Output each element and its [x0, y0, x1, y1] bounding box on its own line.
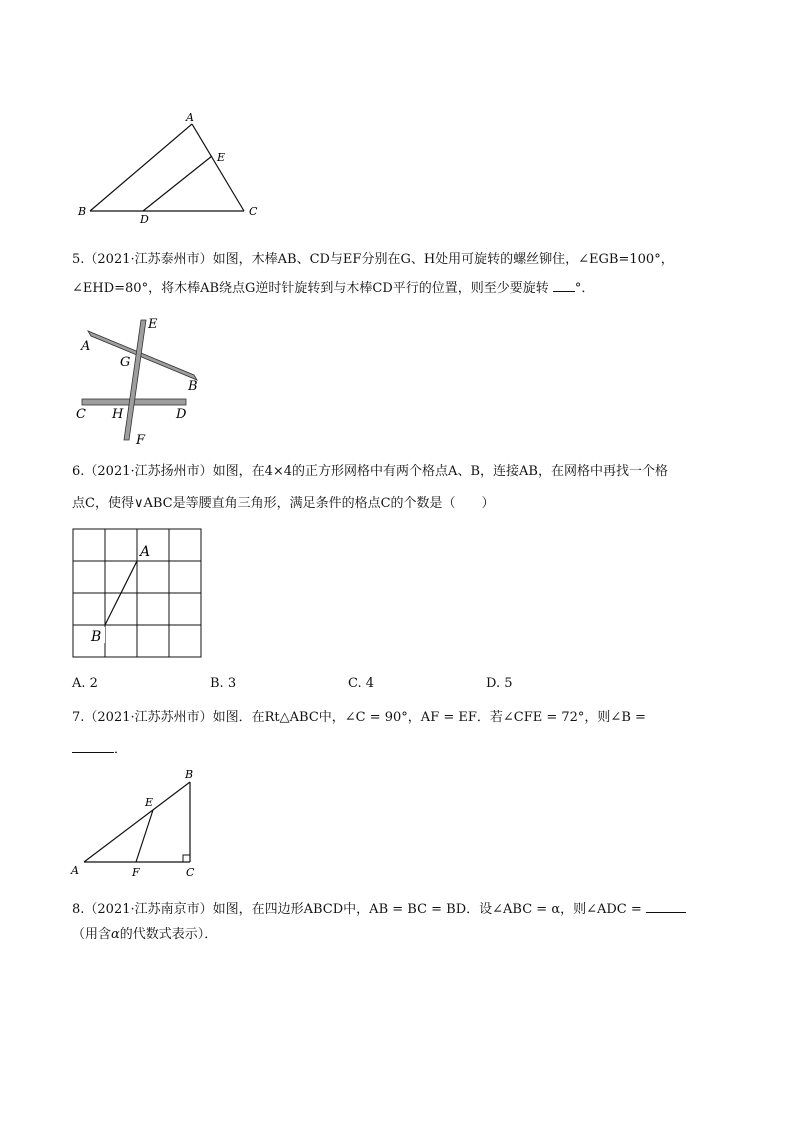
alpha-symbol: α [111, 927, 120, 942]
label-c: C [76, 407, 86, 422]
question-8-line-1 [72, 898, 686, 919]
question-6-line-2 [72, 494, 668, 513]
option-a-key: A. [72, 676, 86, 691]
label-a: A [186, 111, 194, 124]
option-c-value: 4 [365, 676, 375, 691]
option-d-value: 5 [504, 676, 513, 691]
question-8-line-2 [72, 925, 686, 944]
question-8-source: （2021·江苏南京市） [84, 902, 213, 917]
question-5-number: 5. [72, 252, 85, 267]
question-5-text-1: 如图，木棒AB、CD与EF分别在G、H处用可旋转的螺丝铆住，∠EGB=100°， [212, 252, 674, 267]
label-e: E [148, 317, 158, 332]
label-c: C [249, 205, 258, 218]
option-b-key: B. [210, 676, 224, 691]
question-7 [72, 708, 646, 759]
option-a[interactable] [72, 676, 98, 691]
question-8-text-2: （用含 [72, 927, 112, 942]
question-8 [72, 898, 686, 944]
label-e: E [145, 796, 154, 809]
label-a: A [71, 864, 79, 877]
question-8-text-1: 如图，在四边形ABCD中，AB = BC = BD．设∠ABC = α，则∠ADC = [212, 902, 642, 917]
label-d: D [176, 407, 187, 422]
option-a-value: 2 [89, 676, 98, 691]
figure-right-triangle-abc [68, 766, 208, 880]
option-c[interactable] [348, 676, 374, 691]
label-g: G [120, 355, 131, 370]
option-d-key: D. [486, 676, 501, 691]
label-b: B [188, 379, 198, 394]
label-b: B [78, 205, 87, 218]
question-7-line-1 [72, 708, 646, 727]
option-d[interactable] [486, 676, 513, 691]
label-d: D [140, 213, 149, 225]
label-a: A [140, 544, 151, 560]
question-7-line-2 [72, 738, 646, 759]
label-f: F [136, 433, 146, 446]
label-a: A [81, 339, 91, 354]
answer-blank[interactable] [72, 738, 114, 753]
option-b-value: 3 [227, 676, 237, 691]
question-7-text-2: ． [114, 742, 128, 757]
question-5-line-2 [72, 277, 674, 298]
question-5-line-1 [72, 250, 674, 269]
question-6 [72, 462, 668, 513]
question-8-text-3: 的代数式表示）． [119, 927, 218, 942]
question-6-line-1 [72, 462, 668, 481]
figure-triangle-abc-de [76, 110, 276, 225]
label-b: B [91, 629, 102, 645]
answer-blank[interactable] [553, 277, 575, 292]
question-7-number: 7. [72, 710, 85, 725]
answer-blank[interactable] [646, 898, 686, 913]
label-b: B [185, 768, 194, 781]
question-6-source: （2021·江苏扬州市） [84, 464, 213, 479]
question-5 [72, 250, 674, 298]
label-c: C [186, 866, 195, 879]
question-5-text-3: °． [574, 281, 595, 296]
figure-4x4-grid [72, 528, 204, 660]
label-e: E [217, 151, 226, 164]
question-6-number: 6. [72, 464, 85, 479]
label-h: H [112, 407, 124, 422]
question-7-source: （2021·江苏苏州市） [84, 710, 213, 725]
question-7-text-1: 如图．在Rt△ABC中，∠C = 90°，AF = EF．若∠CFE = 72°，则∠B = [212, 710, 646, 725]
figure-rotating-sticks [72, 314, 212, 446]
question-5-text-2: ∠EHD=80°，将木棒AB绕点G逆时针旋转到与木棒CD平行的位置，则至少要旋转 [72, 281, 549, 296]
option-c-key: C. [348, 676, 362, 691]
label-f: F [132, 866, 140, 879]
option-b[interactable] [210, 676, 236, 691]
question-8-number: 8. [72, 902, 85, 917]
question-6-text-2: 点C，使得∨ABC是等腰直角三角形，满足条件的格点C的个数是（ ） [72, 496, 495, 511]
question-5-source: （2021·江苏泰州市） [84, 252, 213, 267]
question-6-text-1: 如图，在4×4的正方形网格中有两个格点A、B，连接AB，在网格中再找一个格 [212, 464, 668, 479]
